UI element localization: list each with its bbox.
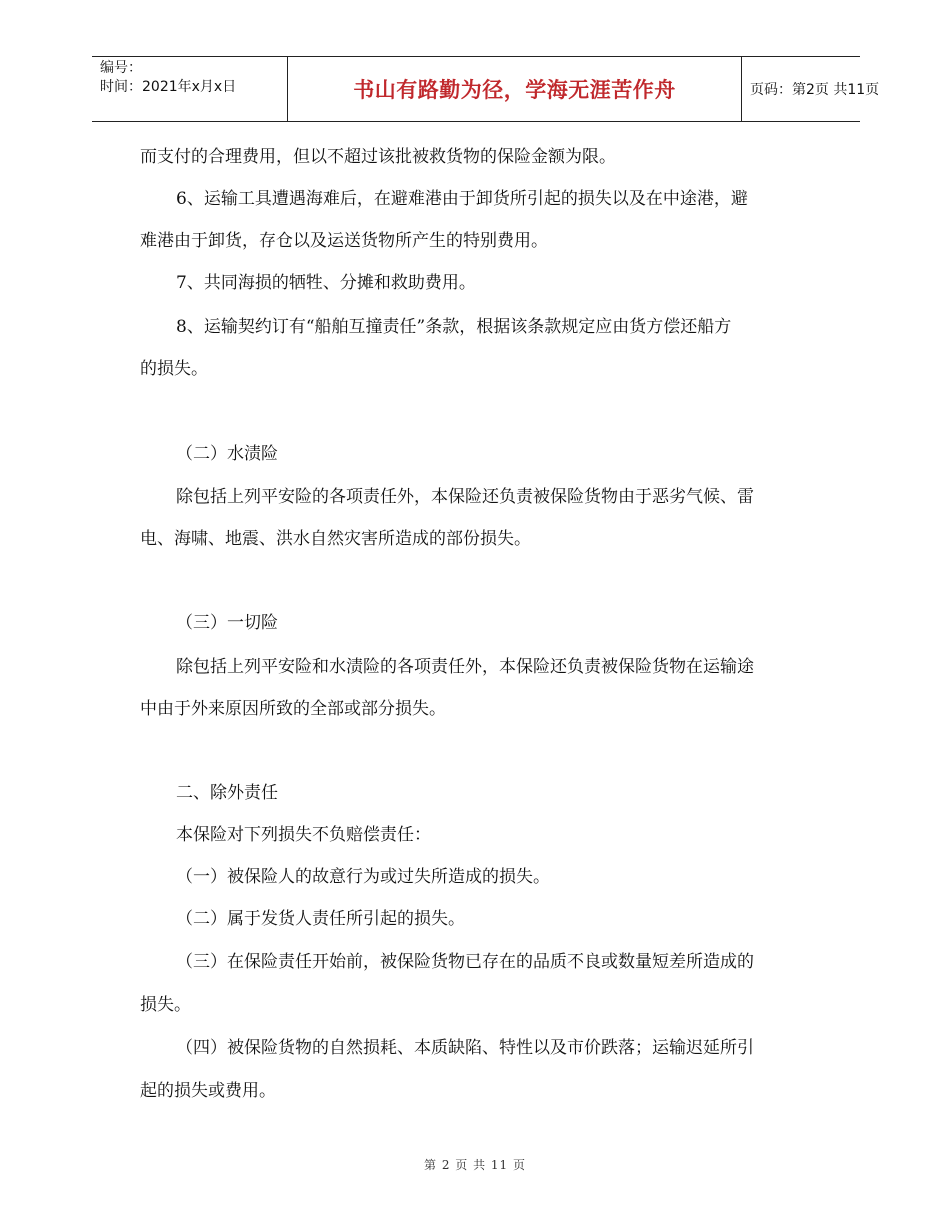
list-item-continuation: 起的损失或费用。 [140, 1081, 276, 1101]
header-info-cell [92, 57, 287, 121]
document-time-label: 时间：2021年x月x日 [100, 79, 237, 95]
paragraph-line: 本保险对下列损失不负赔偿责任： [176, 825, 431, 845]
header-page-cell [742, 57, 880, 121]
list-item-continuation: 损失。 [140, 995, 191, 1015]
document-header [92, 56, 880, 122]
paragraph-line: 7、共同海损的牺牲、分摊和救助费用。 [176, 273, 476, 293]
list-item: （三）在保险责任开始前，被保险货物已存在的品质不良或数量短差所造成的 [176, 952, 754, 972]
list-item: （二）属于发货人责任所引起的损失。 [176, 909, 465, 929]
paragraph-line: 中由于外来原因所致的全部或部分损失。 [140, 699, 446, 719]
list-item: （四）被保险货物的自然损耗、本质缺陷、特性以及市价跌落；运输迟延所引 [176, 1038, 754, 1058]
list-item: （一）被保险人的故意行为或过失所造成的损失。 [176, 867, 550, 887]
paragraph-line: 除包括上列平安险的各项责任外，本保险还负责被保险货物由于恶劣气候、雷 [176, 487, 754, 507]
header-page-number: 页码：第2页 共11页 [750, 82, 880, 98]
paragraph-line: 8、运输契约订有“船舶互撞责任”条款，根据该条款规定应由货方偿还船方 [176, 317, 732, 337]
paragraph-line: 电、海啸、地震、洪水自然灾害所造成的部份损失。 [140, 529, 531, 549]
paragraph-line: 难港由于卸货，存仓以及运送货物所产生的特别费用。 [140, 231, 548, 251]
page-footer: 第 2 页 共 11 页 [424, 1158, 526, 1172]
document-number-label: 编号： [100, 60, 142, 76]
paragraph-line: 而支付的合理费用，但以不超过该批被救货物的保险金额为限。 [140, 147, 616, 167]
paragraph-line: 除包括上列平安险和水渍险的各项责任外，本保险还负责被保险货物在运输途 [176, 657, 754, 677]
section-heading: （三）一切险 [176, 613, 278, 633]
section-heading: 二、除外责任 [176, 783, 278, 803]
paragraph-line: 6、运输工具遭遇海难后，在避难港由于卸货所引起的损失以及在中途港，避 [176, 189, 748, 209]
paragraph-line: 的损失。 [140, 359, 208, 379]
section-heading: （二）水渍险 [176, 444, 278, 464]
header-motto-cell [287, 57, 742, 121]
header-motto: 书山有路勤为径，学海无涯苦作舟 [353, 78, 676, 102]
